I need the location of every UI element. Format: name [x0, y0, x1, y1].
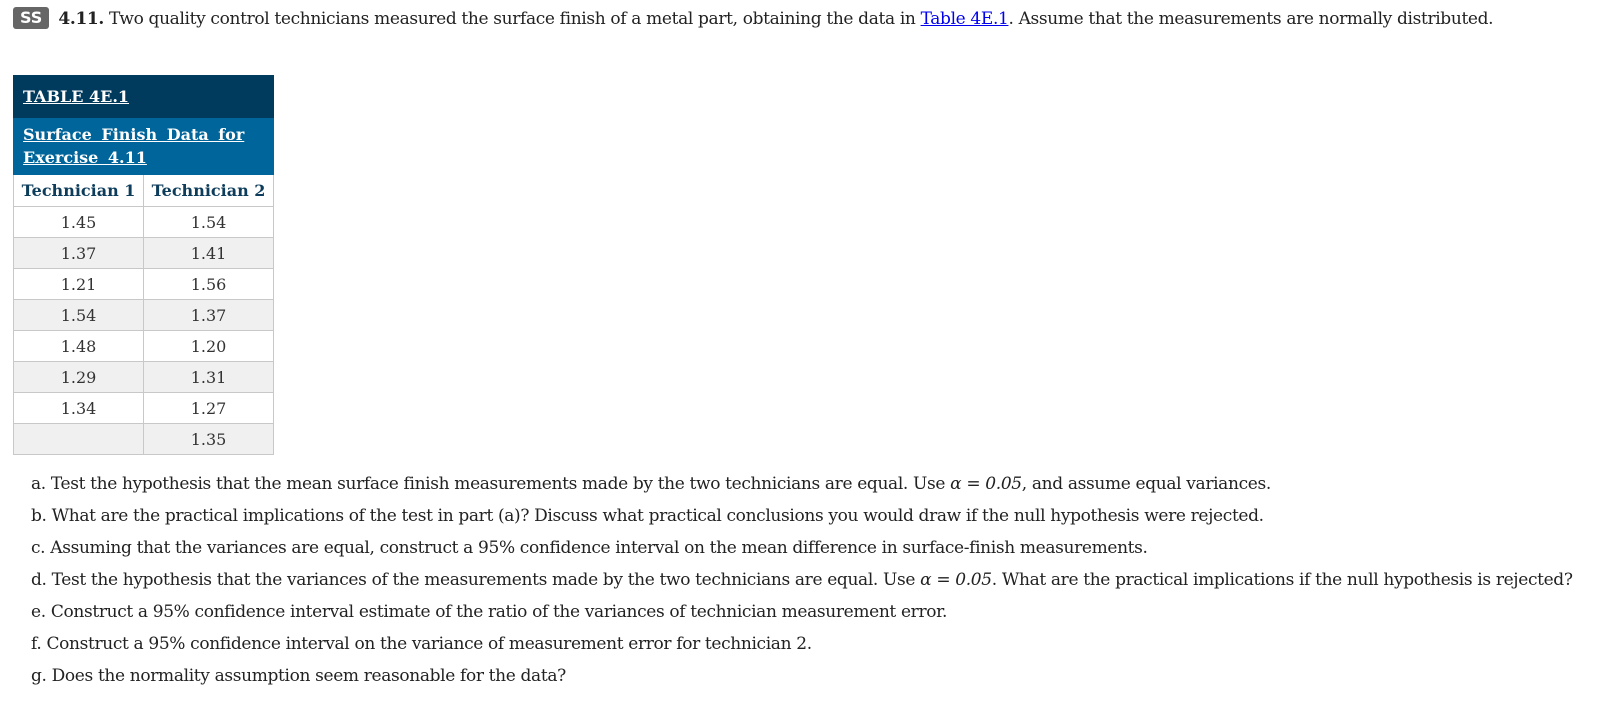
table-row: [14, 300, 274, 331]
question-c: c. Assuming that the variances are equal, construct a 95% confidence interval on the mean difference in surface-finish measurements.: [31, 538, 1148, 558]
table-row: [14, 424, 274, 455]
table-cell: 1.45: [14, 207, 144, 238]
table-title: Surface Finish Data for Exercise 4.11: [14, 118, 274, 175]
column-header-technician-2: Technician 2: [144, 175, 274, 207]
ss-badge: SS: [13, 7, 49, 29]
table-row: [14, 207, 274, 238]
question-a-text-end: , and assume equal variances.: [1021, 474, 1271, 494]
table-row: [14, 238, 274, 269]
table-cell: 1.54: [144, 207, 274, 238]
alpha-value: α = 0.05: [950, 474, 1022, 494]
question-f: f. Construct a 95% confidence interval on the variance of measurement error for technician 2.: [31, 634, 812, 654]
table-cell: 1.34: [14, 393, 144, 424]
problem-number: 4.11.: [58, 9, 104, 29]
question-a-text: a. Test the hypothesis that the mean surface finish measurements made by the two technicians are equal. Use: [31, 474, 946, 494]
table-row: [14, 269, 274, 300]
problem-text: Two quality control technicians measured the surface finish of a metal part, obtaining the data in: [109, 9, 916, 29]
table-cell: 1.21: [14, 269, 144, 300]
table-cell: 1.41: [144, 238, 274, 269]
surface-finish-table: [13, 75, 274, 455]
table-cell: 1.56: [144, 269, 274, 300]
table-row: [14, 362, 274, 393]
question-b: b. What are the practical implications of the test in part (a)? Discuss what practical conclusions you would draw if the null hypothesis were rejected.: [31, 506, 1264, 526]
problem-statement: [13, 7, 1593, 31]
table-cell: 1.54: [14, 300, 144, 331]
question-d-text: d. Test the hypothesis that the variances of the measurements made by the two technicians are equal. Use: [31, 570, 916, 590]
table-label: TABLE 4E.1: [14, 76, 274, 118]
question-list: [31, 471, 1591, 695]
table-cell: 1.20: [144, 331, 274, 362]
table-cell: 1.37: [144, 300, 274, 331]
alpha-value: α = 0.05: [920, 570, 992, 590]
question-e: e. Construct a 95% confidence interval estimate of the ratio of the variances of technician measurement error.: [31, 602, 948, 622]
table-row: [14, 393, 274, 424]
table-cell: 1.27: [144, 393, 274, 424]
table-link[interactable]: Table 4E.1: [920, 9, 1009, 29]
table-cell: 1.29: [14, 362, 144, 393]
question-d-text-end: . What are the practical implications if the null hypothesis is rejected?: [991, 570, 1573, 590]
question-d: [31, 567, 1591, 599]
table-cell: [14, 424, 144, 455]
question-g: g. Does the normality assumption seem reasonable for the data?: [31, 666, 566, 686]
table-cell: 1.48: [14, 331, 144, 362]
table-row: [14, 331, 274, 362]
table-cell: 1.31: [144, 362, 274, 393]
table-cell: 1.37: [14, 238, 144, 269]
table-cell: 1.35: [144, 424, 274, 455]
problem-text-end: . Assume that the measurements are normally distributed.: [1008, 9, 1494, 29]
column-header-technician-1: Technician 1: [14, 175, 144, 207]
question-a: [31, 471, 1591, 503]
